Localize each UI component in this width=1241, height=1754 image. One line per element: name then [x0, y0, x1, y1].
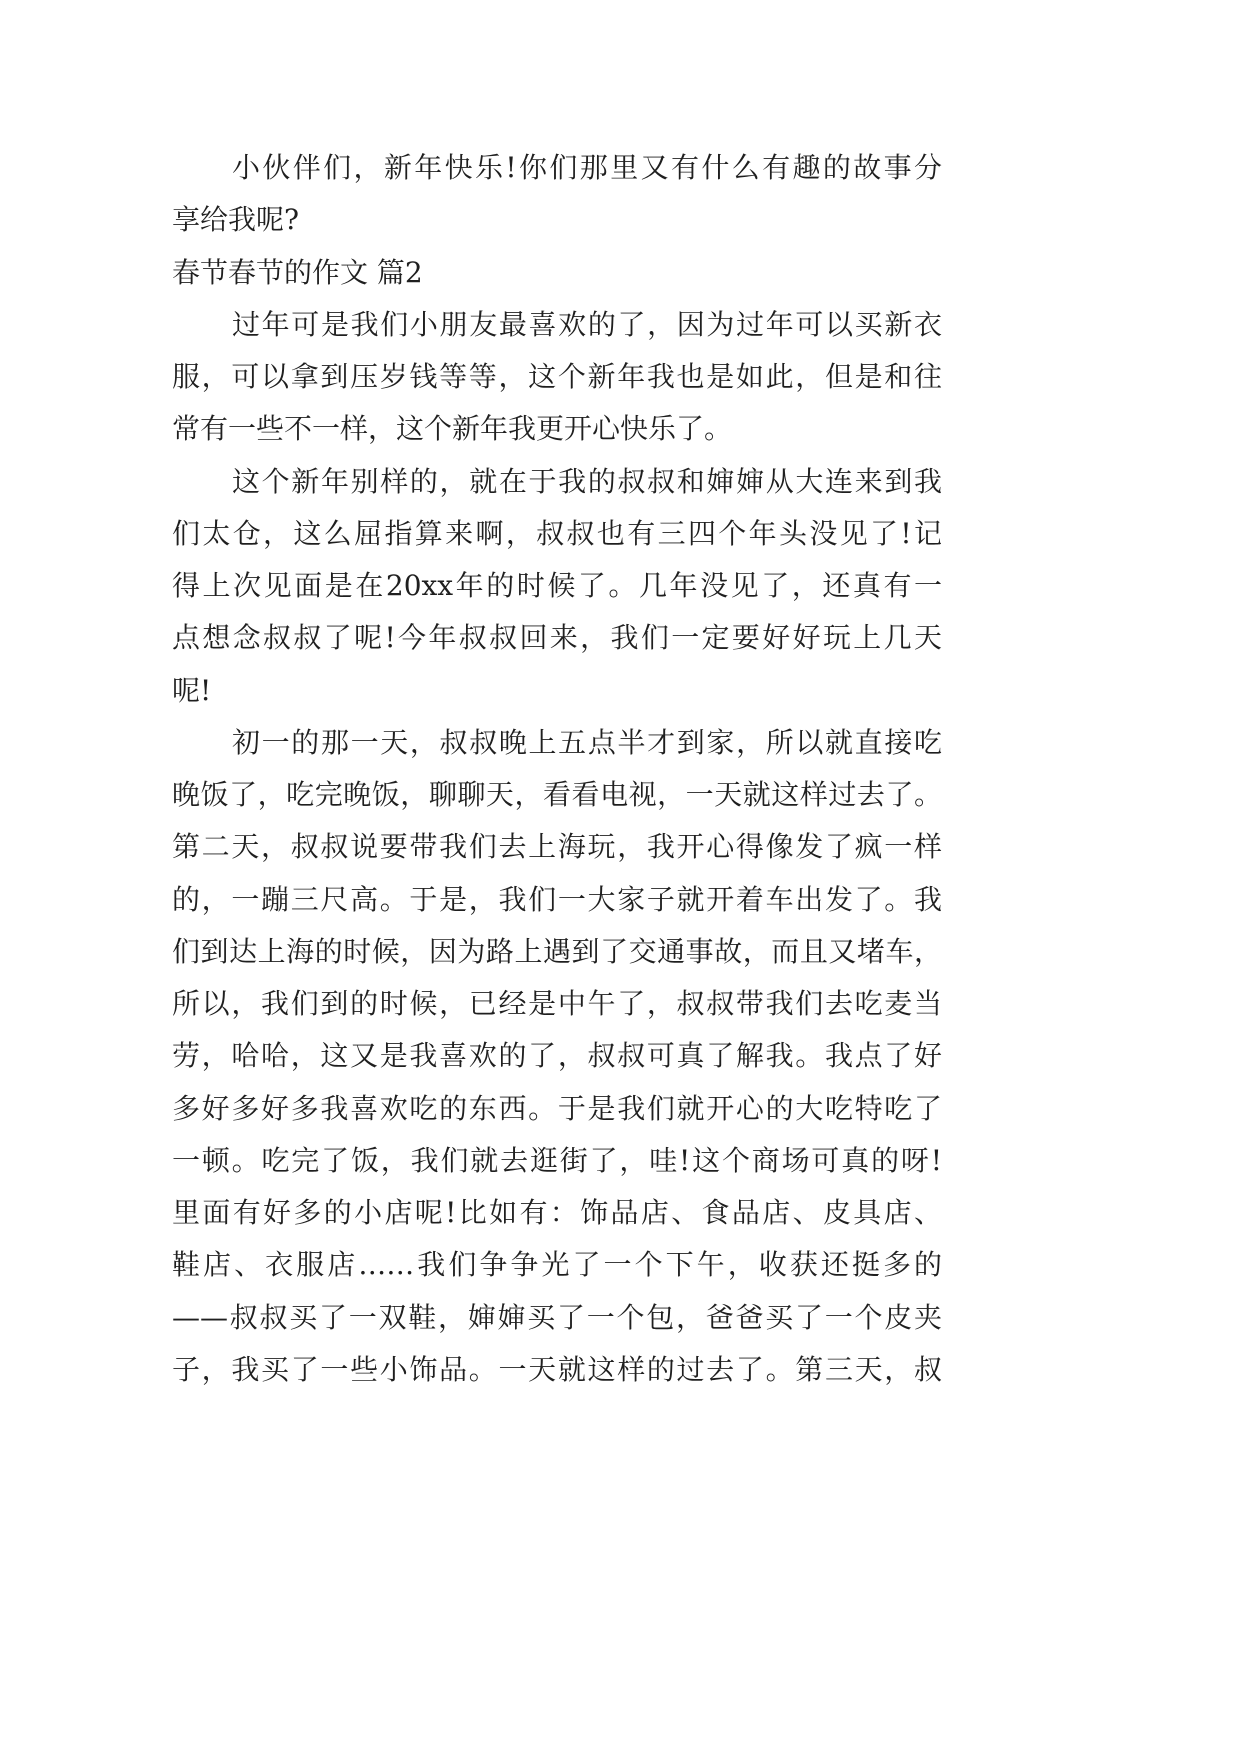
paragraph-line: 第二天，叔叔说要带我们去上海玩，我开心得像发了疯一样: [172, 830, 942, 864]
paragraph-line: ——叔叔买了一双鞋，婶婶买了一个包，爸爸买了一个皮夹: [172, 1300, 942, 1334]
paragraph-line: 多好多好多我喜欢吃的东西。于是我们就开心的大吃特吃了: [172, 1091, 942, 1125]
paragraph-line: 的，一蹦三尺高。于是，我们一大家子就开着车出发了。我: [172, 882, 942, 916]
paragraph-line: 们到达上海的时候，因为路上遇到了交通事故，而且又堵车，: [172, 934, 942, 968]
paragraph-line: 劳，哈哈，这又是我喜欢的了，叔叔可真了解我。我点了好: [172, 1039, 942, 1073]
paragraph-line: 小伙伴们，新年快乐!你们那里又有什么有趣的故事分: [232, 151, 942, 184]
paragraph-line: 所以，我们到的时候，已经是中午了，叔叔带我们去吃麦当: [172, 987, 942, 1020]
paragraph-line: 子，我买了一些小饰品。一天就这样的过去了。第三天，叔: [172, 1352, 942, 1386]
paragraph-line: 里面有好多的小店呢!比如有：饰品店、食品店、皮具店、: [172, 1196, 942, 1229]
essay-paragraph: [172, 456, 942, 717]
paragraph-line: 点想念叔叔了呢!今年叔叔回来，我们一定要好好玩上几天: [172, 621, 942, 655]
paragraph-line: 晚饭了，吃完晚饭，聊聊天，看看电视，一天就这样过去了。: [172, 778, 942, 811]
paragraph-line: 过年可是我们小朋友最喜欢的了，因为过年可以买新衣: [232, 307, 942, 341]
paragraph-line: 初一的那一天，叔叔晚上五点半才到家，所以就直接吃: [232, 725, 942, 759]
essay-paragraph: [172, 299, 942, 456]
paragraph-line: 享给我呢?: [172, 203, 300, 237]
paragraph-line: 呢!: [172, 673, 212, 707]
document-page: [172, 142, 942, 1396]
paragraph-line: 常有一些不一样，这个新年我更开心快乐了。: [172, 412, 733, 446]
paragraph-line: 鞋店、衣服店……我们争争光了一个下午，收获还挺多的: [172, 1248, 942, 1282]
paragraph-line: 一顿。吃完了饭，我们就去逛街了，哇!这个商场可真的呀!: [172, 1143, 942, 1177]
paragraph-line: 得上次见面是在20xx年的时候了。几年没见了，还真有一: [172, 569, 942, 602]
paragraph-line: 服，可以拿到压岁钱等等，这个新年我也是如此，但是和往: [172, 360, 942, 393]
intro-paragraph: [172, 142, 942, 247]
paragraph-line: 这个新年别样的，就在于我的叔叔和婶婶从大连来到我: [232, 464, 942, 498]
essay-paragraph: [172, 717, 942, 1396]
section-heading: 春节春节的作文 篇2: [172, 255, 423, 289]
paragraph-line: 们太仓，这么屈指算来啊，叔叔也有三四个年头没见了!记: [172, 516, 942, 550]
